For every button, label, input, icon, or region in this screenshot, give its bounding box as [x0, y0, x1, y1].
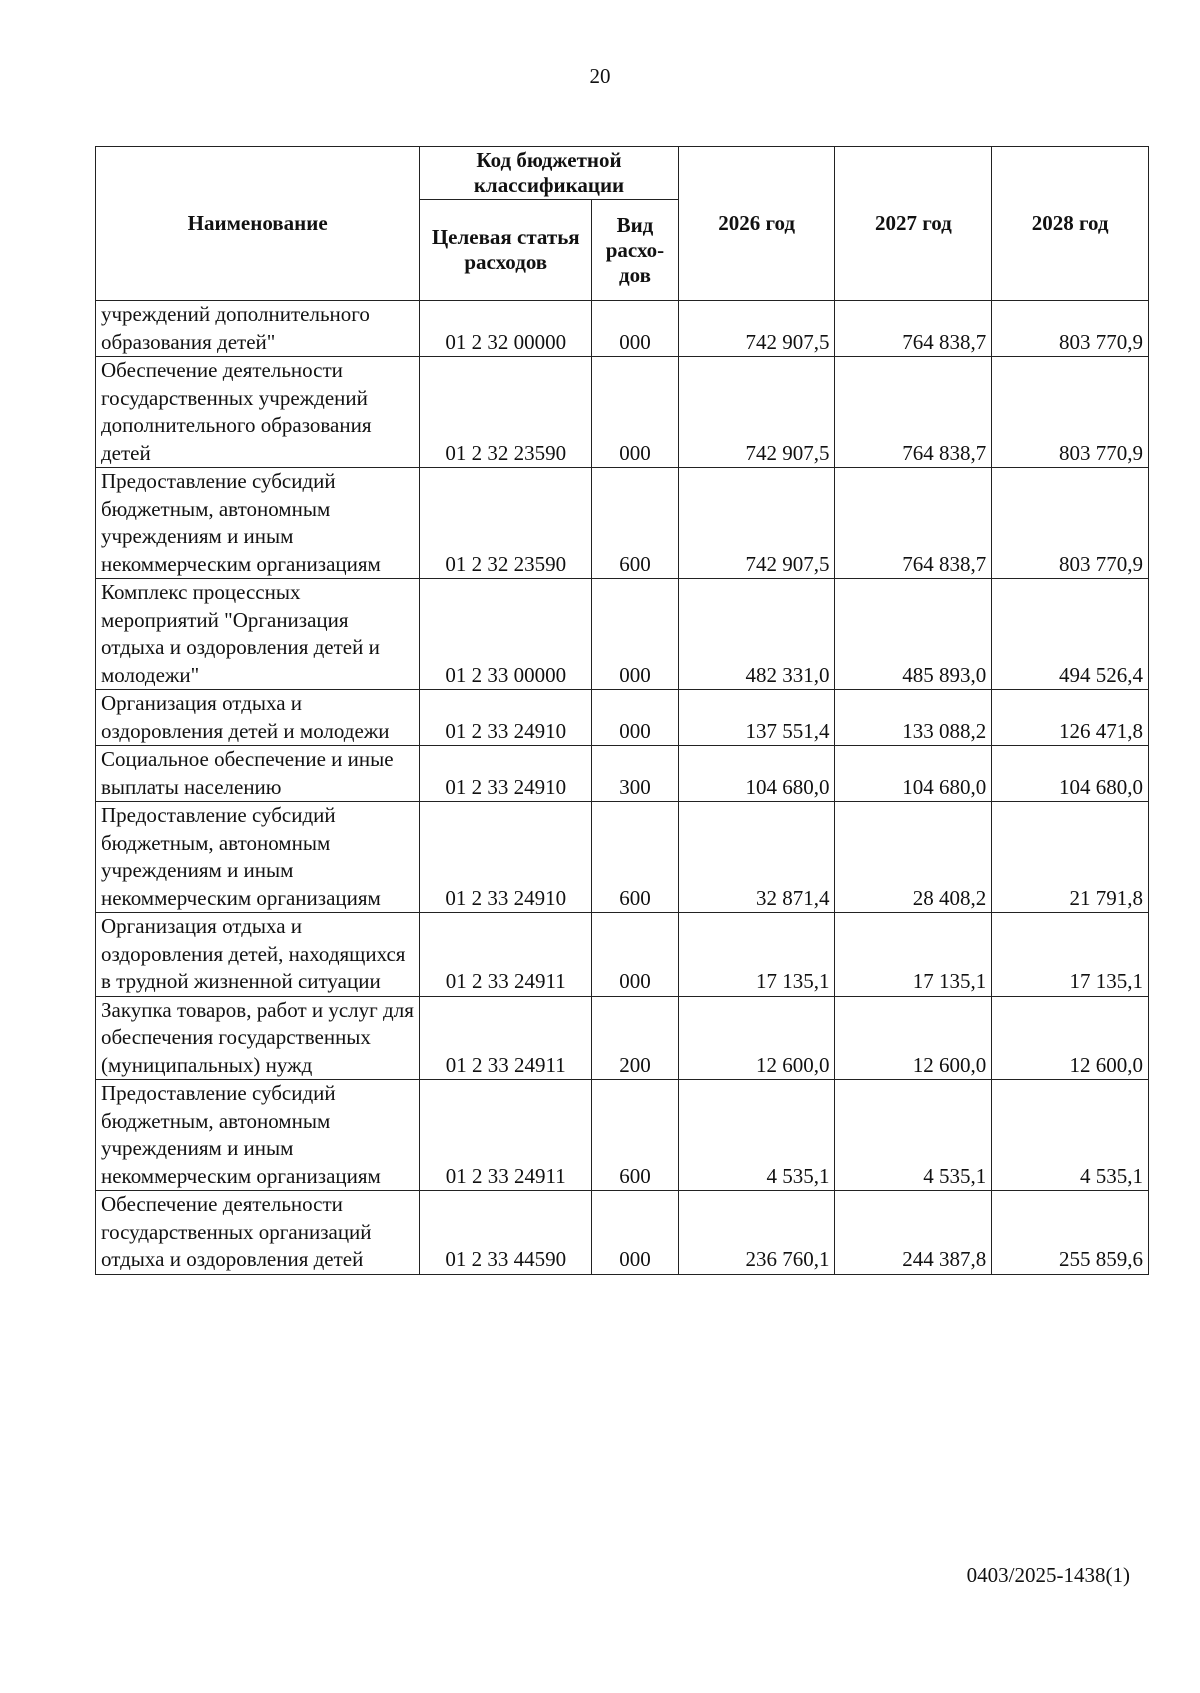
page-number: 20: [589, 64, 611, 88]
row-target-article: 01 2 32 23590: [420, 357, 592, 468]
row-expense-type: 000: [592, 1191, 679, 1275]
table-row: [96, 746, 1149, 802]
row-value-2026: 482 331,0: [678, 579, 835, 690]
header-code-group: Код бюджетной классификации: [420, 147, 678, 200]
table-header: [96, 147, 1149, 301]
row-value-2026: 742 907,5: [678, 357, 835, 468]
row-expense-type: 000: [592, 913, 679, 997]
row-value-2026: 742 907,5: [678, 468, 835, 579]
table-body: [96, 301, 1149, 1275]
row-value-2028: 21 791,8: [992, 802, 1149, 913]
header-target-article: Целевая статья расходов: [420, 200, 592, 301]
row-name: Предоставление субсидий бюджетным, автономным учреждениям и иным некоммерческим организациям: [96, 468, 420, 579]
table-row: [96, 468, 1149, 579]
row-target-article: 01 2 33 24911: [420, 996, 592, 1080]
table-row: [96, 690, 1149, 746]
row-value-2027: 28 408,2: [835, 802, 992, 913]
row-name: Предоставление субсидий бюджетным, автономным учреждениям и иным некоммерческим организациям: [96, 802, 420, 913]
row-name: Социальное обеспечение и иные выплаты населению: [96, 746, 420, 802]
table-row: [96, 913, 1149, 997]
row-value-2028: 104 680,0: [992, 746, 1149, 802]
header-2026: 2026 год: [678, 147, 835, 301]
row-value-2028: 494 526,4: [992, 579, 1149, 690]
row-value-2027: 764 838,7: [835, 357, 992, 468]
row-expense-type: 000: [592, 579, 679, 690]
row-name: учреждений дополнительного образования детей": [96, 301, 420, 357]
row-expense-type: 000: [592, 690, 679, 746]
table-row: [96, 802, 1149, 913]
row-value-2027: 12 600,0: [835, 996, 992, 1080]
row-value-2027: 485 893,0: [835, 579, 992, 690]
table-row: [96, 357, 1149, 468]
row-value-2028: 803 770,9: [992, 468, 1149, 579]
row-name: Обеспечение деятельности государственных учреждений дополнительного образования детей: [96, 357, 420, 468]
row-value-2028: 803 770,9: [992, 357, 1149, 468]
row-target-article: 01 2 32 23590: [420, 468, 592, 579]
row-value-2028: 17 135,1: [992, 913, 1149, 997]
row-value-2028: 12 600,0: [992, 996, 1149, 1080]
header-2027: 2027 год: [835, 147, 992, 301]
header-name: Наименование: [96, 147, 420, 301]
row-value-2027: 764 838,7: [835, 301, 992, 357]
budget-table: [95, 146, 1149, 1275]
row-expense-type: 600: [592, 468, 679, 579]
header-expense-type: Вид расхо-дов: [592, 200, 679, 301]
row-target-article: 01 2 33 24911: [420, 1080, 592, 1191]
row-name: Закупка товаров, работ и услуг для обеспечения государственных (муниципальных) нужд: [96, 996, 420, 1080]
table-row: [96, 1080, 1149, 1191]
row-name: Организация отдыха и оздоровления детей и молодежи: [96, 690, 420, 746]
table-row: [96, 579, 1149, 690]
row-name: Предоставление субсидий бюджетным, автономным учреждениям и иным некоммерческим организациям: [96, 1080, 420, 1191]
document-number: 0403/2025-1438(1): [966, 1563, 1130, 1587]
row-value-2026: 4 535,1: [678, 1080, 835, 1191]
row-value-2026: 32 871,4: [678, 802, 835, 913]
table-row: [96, 996, 1149, 1080]
row-target-article: 01 2 33 00000: [420, 579, 592, 690]
row-value-2026: 104 680,0: [678, 746, 835, 802]
row-value-2026: 742 907,5: [678, 301, 835, 357]
row-value-2027: 764 838,7: [835, 468, 992, 579]
row-value-2027: 133 088,2: [835, 690, 992, 746]
row-expense-type: 600: [592, 1080, 679, 1191]
row-expense-type: 600: [592, 802, 679, 913]
row-value-2028: 4 535,1: [992, 1080, 1149, 1191]
row-value-2026: 236 760,1: [678, 1191, 835, 1275]
row-value-2027: 244 387,8: [835, 1191, 992, 1275]
row-value-2028: 126 471,8: [992, 690, 1149, 746]
row-target-article: 01 2 32 00000: [420, 301, 592, 357]
row-value-2027: 104 680,0: [835, 746, 992, 802]
row-expense-type: 300: [592, 746, 679, 802]
row-target-article: 01 2 33 24910: [420, 746, 592, 802]
row-name: Комплекс процессных мероприятий "Организация отдыха и оздоровления детей и молодежи": [96, 579, 420, 690]
row-value-2028: 803 770,9: [992, 301, 1149, 357]
row-expense-type: 200: [592, 996, 679, 1080]
header-2028: 2028 год: [992, 147, 1149, 301]
row-target-article: 01 2 33 24910: [420, 690, 592, 746]
row-target-article: 01 2 33 44590: [420, 1191, 592, 1275]
row-name: Организация отдыха и оздоровления детей, находящихся в трудной жизненной ситуации: [96, 913, 420, 997]
row-expense-type: 000: [592, 301, 679, 357]
row-expense-type: 000: [592, 357, 679, 468]
row-value-2026: 12 600,0: [678, 996, 835, 1080]
table-row: [96, 1191, 1149, 1275]
row-target-article: 01 2 33 24910: [420, 802, 592, 913]
row-value-2027: 17 135,1: [835, 913, 992, 997]
row-value-2028: 255 859,6: [992, 1191, 1149, 1275]
row-target-article: 01 2 33 24911: [420, 913, 592, 997]
row-value-2027: 4 535,1: [835, 1080, 992, 1191]
row-name: Обеспечение деятельности государственных организаций отдыха и оздоровления детей: [96, 1191, 420, 1275]
table-row: [96, 301, 1149, 357]
row-value-2026: 137 551,4: [678, 690, 835, 746]
row-value-2026: 17 135,1: [678, 913, 835, 997]
